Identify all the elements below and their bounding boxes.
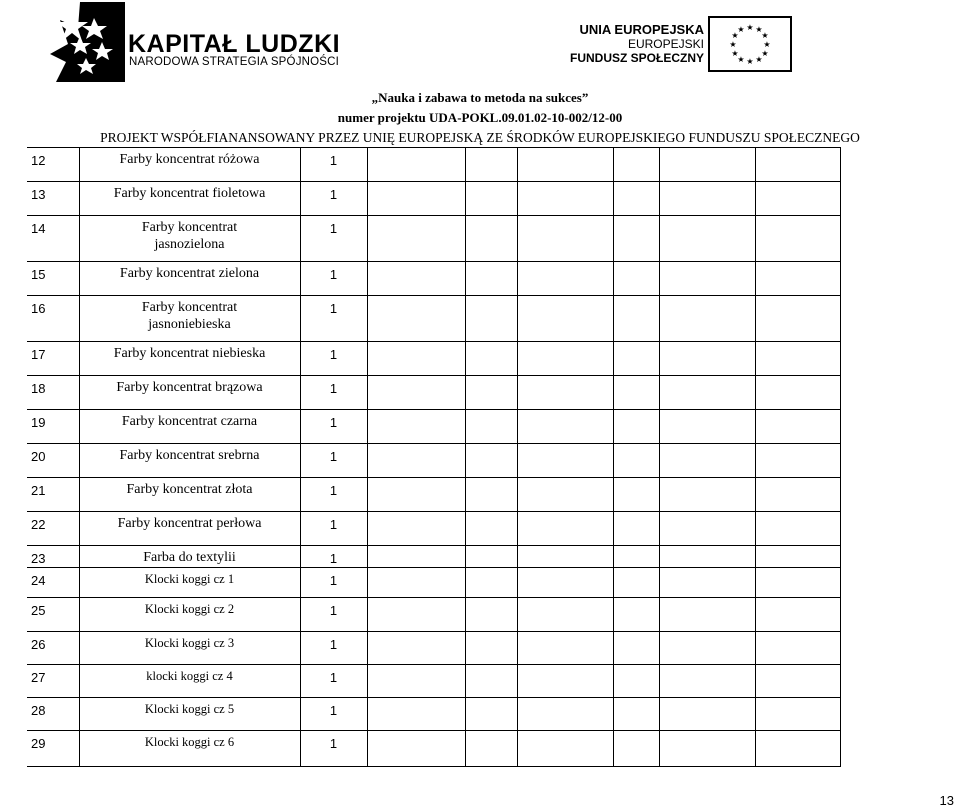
table-row [27, 632, 840, 665]
item-quantity: 1 [300, 698, 367, 731]
svg-text:★: ★ [755, 25, 763, 34]
cofinancing-statement: PROJEKT WSPÓŁFIANANSOWANY PRZEZ UNIĘ EUROPEJSKĄ ZE ŚRODKÓW EUROPEJSKIEGO FUNDUSZU SPOŁECZNEGO [100, 130, 860, 145]
svg-text:★: ★ [755, 55, 763, 64]
table-row [27, 444, 840, 478]
item-quantity: 1 [300, 410, 367, 444]
item-number: 20 [27, 444, 79, 478]
item-name [79, 410, 300, 444]
item-quantity: 1 [300, 731, 367, 767]
svg-text:★: ★ [729, 40, 737, 49]
svg-text:★: ★ [746, 57, 754, 66]
empty-cell [659, 148, 755, 182]
eu-social-fund-label: FUNDUSZ SPOŁECZNY [569, 51, 704, 65]
item-name [79, 731, 300, 767]
empty-cell [613, 216, 659, 262]
svg-text:★: ★ [763, 40, 771, 49]
empty-cell [465, 478, 517, 512]
item-name [79, 148, 300, 182]
empty-cell [613, 598, 659, 632]
table-row [27, 478, 840, 512]
empty-cell [659, 262, 755, 296]
empty-cell [613, 665, 659, 698]
item-name-line: Klocki koggi cz 2 [144, 602, 235, 616]
empty-cell [465, 731, 517, 767]
item-name [79, 546, 300, 568]
empty-cell [755, 444, 840, 478]
item-quantity: 1 [300, 216, 367, 262]
table-row [27, 665, 840, 698]
item-name [79, 376, 300, 410]
empty-cell [517, 632, 613, 665]
eu-union-label: UNIA EUROPEJSKA [579, 22, 704, 37]
empty-cell [659, 478, 755, 512]
empty-cell [367, 478, 465, 512]
empty-cell [613, 376, 659, 410]
table-row [27, 296, 840, 342]
empty-cell [517, 546, 613, 568]
empty-cell [367, 296, 465, 342]
empty-cell [517, 698, 613, 731]
empty-cell [755, 698, 840, 731]
item-name-line: jasnoniebieska [148, 317, 231, 332]
item-name-line: Farby koncentrat różowa [119, 152, 260, 167]
empty-cell [465, 182, 517, 216]
item-number: 16 [27, 296, 79, 342]
item-number: 17 [27, 342, 79, 376]
empty-cell [755, 216, 840, 262]
item-name-line: klocki koggi cz 4 [146, 669, 233, 683]
item-name-line: Klocki koggi cz 6 [144, 735, 235, 749]
svg-text:★: ★ [737, 25, 745, 34]
empty-cell [613, 731, 659, 767]
item-number: 22 [27, 512, 79, 546]
empty-cell [465, 568, 517, 598]
item-quantity: 1 [300, 478, 367, 512]
item-name [79, 342, 300, 376]
item-name [79, 216, 300, 262]
empty-cell [465, 512, 517, 546]
table-row [27, 546, 840, 568]
empty-cell [367, 598, 465, 632]
empty-cell [659, 665, 755, 698]
empty-cell [755, 731, 840, 767]
empty-cell [659, 546, 755, 568]
empty-cell [367, 546, 465, 568]
item-quantity: 1 [300, 512, 367, 546]
project-number: numer projektu UDA-POKL.09.01.02-10-002/12-00 [337, 110, 623, 125]
item-name-line: Farby koncentrat złota [126, 482, 253, 497]
item-name [79, 598, 300, 632]
items-table [27, 147, 841, 767]
item-number: 28 [27, 698, 79, 731]
empty-cell [367, 512, 465, 546]
kapital-ludzki-logo [50, 2, 350, 82]
empty-cell [613, 410, 659, 444]
empty-cell [517, 665, 613, 698]
table-row [27, 376, 840, 410]
item-quantity: 1 [300, 632, 367, 665]
empty-cell [465, 665, 517, 698]
empty-cell [465, 632, 517, 665]
empty-cell [755, 478, 840, 512]
empty-cell [517, 262, 613, 296]
empty-cell [517, 598, 613, 632]
empty-cell [613, 568, 659, 598]
table-row [27, 216, 840, 262]
empty-cell [613, 444, 659, 478]
empty-cell [659, 444, 755, 478]
empty-cell [755, 262, 840, 296]
item-name-line: Farby koncentrat perłowa [117, 516, 262, 531]
empty-cell [367, 632, 465, 665]
table-row [27, 568, 840, 598]
empty-cell [517, 342, 613, 376]
eu-european-label: EUROPEJSKI [627, 37, 704, 51]
item-number: 18 [27, 376, 79, 410]
empty-cell [465, 546, 517, 568]
table-row [27, 262, 840, 296]
kapital-ludzki-title: KAPITAŁ LUDZKI [128, 30, 341, 58]
item-number: 13 [27, 182, 79, 216]
eu-flag [708, 16, 792, 72]
empty-cell [659, 512, 755, 546]
item-name [79, 444, 300, 478]
eu-fund-label [504, 23, 704, 65]
empty-cell [755, 546, 840, 568]
item-name-line: Farby koncentrat zielona [119, 266, 260, 281]
empty-cell [613, 632, 659, 665]
empty-cell [465, 376, 517, 410]
empty-cell [367, 148, 465, 182]
empty-cell [755, 342, 840, 376]
item-quantity: 1 [300, 444, 367, 478]
table-row [27, 342, 840, 376]
empty-cell [659, 410, 755, 444]
empty-cell [367, 698, 465, 731]
empty-cell [613, 262, 659, 296]
item-number: 25 [27, 598, 79, 632]
empty-cell [659, 182, 755, 216]
empty-cell [465, 148, 517, 182]
item-name [79, 568, 300, 598]
empty-cell [659, 216, 755, 262]
empty-cell [465, 410, 517, 444]
empty-cell [613, 342, 659, 376]
item-name-line: Klocki koggi cz 1 [144, 572, 235, 586]
empty-cell [517, 410, 613, 444]
empty-cell [517, 182, 613, 216]
empty-cell [367, 665, 465, 698]
empty-cell [517, 376, 613, 410]
item-quantity: 1 [300, 342, 367, 376]
empty-cell [465, 444, 517, 478]
table-row [27, 182, 840, 216]
empty-cell [659, 568, 755, 598]
empty-cell [613, 512, 659, 546]
empty-cell [517, 512, 613, 546]
table-row [27, 731, 840, 767]
empty-cell [465, 698, 517, 731]
item-number: 23 [27, 546, 79, 568]
empty-cell [613, 478, 659, 512]
svg-text:★: ★ [761, 49, 769, 58]
empty-cell [517, 148, 613, 182]
item-name-line: Farba do textylii [143, 550, 236, 565]
svg-text:★: ★ [731, 49, 739, 58]
item-name-line: Farby koncentrat fioletowa [113, 186, 266, 201]
empty-cell [613, 296, 659, 342]
table-row [27, 410, 840, 444]
empty-cell [517, 478, 613, 512]
empty-cell [367, 376, 465, 410]
empty-cell [517, 568, 613, 598]
kapital-ludzki-star-icon [50, 2, 125, 82]
empty-cell [755, 632, 840, 665]
item-number: 29 [27, 731, 79, 767]
kapital-ludzki-subtitle: NARODOWA STRATEGIA SPÓJNOŚCI [129, 56, 340, 68]
empty-cell [755, 568, 840, 598]
empty-cell [755, 182, 840, 216]
empty-cell [465, 216, 517, 262]
svg-text:★: ★ [761, 31, 769, 40]
empty-cell [367, 216, 465, 262]
table-row [27, 698, 840, 731]
empty-cell [659, 598, 755, 632]
item-number: 12 [27, 148, 79, 182]
project-title: „Nauka i zabawa to metoda na sukces” [371, 90, 589, 105]
empty-cell [465, 598, 517, 632]
item-number: 21 [27, 478, 79, 512]
eu-stars-icon [710, 18, 790, 70]
item-quantity: 1 [300, 296, 367, 342]
empty-cell [755, 296, 840, 342]
item-name-line: Farby koncentrat [141, 220, 238, 235]
empty-cell [367, 731, 465, 767]
empty-cell [517, 216, 613, 262]
item-name-line: Farby koncentrat czarna [121, 414, 258, 429]
empty-cell [367, 182, 465, 216]
empty-cell [465, 262, 517, 296]
item-name-line: Farby koncentrat brązowa [116, 380, 263, 395]
table-row [27, 148, 840, 182]
empty-cell [517, 296, 613, 342]
item-quantity: 1 [300, 568, 367, 598]
item-name-line: Farby koncentrat [141, 300, 238, 315]
empty-cell [659, 731, 755, 767]
item-number: 19 [27, 410, 79, 444]
item-number: 24 [27, 568, 79, 598]
empty-cell [659, 342, 755, 376]
empty-cell [613, 148, 659, 182]
empty-cell [755, 598, 840, 632]
empty-cell [755, 376, 840, 410]
empty-cell [755, 665, 840, 698]
empty-cell [465, 296, 517, 342]
svg-text:★: ★ [731, 31, 739, 40]
item-name-line: Klocki koggi cz 3 [144, 636, 235, 650]
empty-cell [659, 376, 755, 410]
item-number: 26 [27, 632, 79, 665]
empty-cell [755, 148, 840, 182]
empty-cell [517, 444, 613, 478]
empty-cell [367, 262, 465, 296]
item-name [79, 512, 300, 546]
item-name [79, 182, 300, 216]
empty-cell [367, 568, 465, 598]
empty-cell [367, 342, 465, 376]
table-row [27, 598, 840, 632]
item-name-line: jasnozielona [154, 237, 225, 252]
item-quantity: 1 [300, 598, 367, 632]
item-quantity: 1 [300, 376, 367, 410]
item-number: 15 [27, 262, 79, 296]
table-row [27, 512, 840, 546]
empty-cell [659, 632, 755, 665]
page-number: 13 [939, 793, 954, 808]
item-number: 27 [27, 665, 79, 698]
svg-text:★: ★ [746, 23, 754, 32]
item-quantity: 1 [300, 262, 367, 296]
item-name [79, 262, 300, 296]
empty-cell [755, 512, 840, 546]
item-quantity: 1 [300, 546, 367, 568]
item-name [79, 296, 300, 342]
empty-cell [367, 410, 465, 444]
item-name [79, 698, 300, 731]
item-name-line: Farby koncentrat niebieska [113, 346, 266, 361]
item-name-line: Farby koncentrat srebrna [119, 448, 260, 463]
item-quantity: 1 [300, 665, 367, 698]
empty-cell [659, 698, 755, 731]
empty-cell [517, 731, 613, 767]
item-quantity: 1 [300, 148, 367, 182]
empty-cell [613, 182, 659, 216]
empty-cell [755, 410, 840, 444]
item-name-line: Klocki koggi cz 5 [144, 702, 235, 716]
item-number: 14 [27, 216, 79, 262]
empty-cell [367, 444, 465, 478]
empty-cell [659, 296, 755, 342]
empty-cell [613, 546, 659, 568]
item-name [79, 632, 300, 665]
item-quantity: 1 [300, 182, 367, 216]
empty-cell [613, 698, 659, 731]
svg-text:★: ★ [737, 55, 745, 64]
item-name [79, 665, 300, 698]
item-name [79, 478, 300, 512]
empty-cell [465, 342, 517, 376]
